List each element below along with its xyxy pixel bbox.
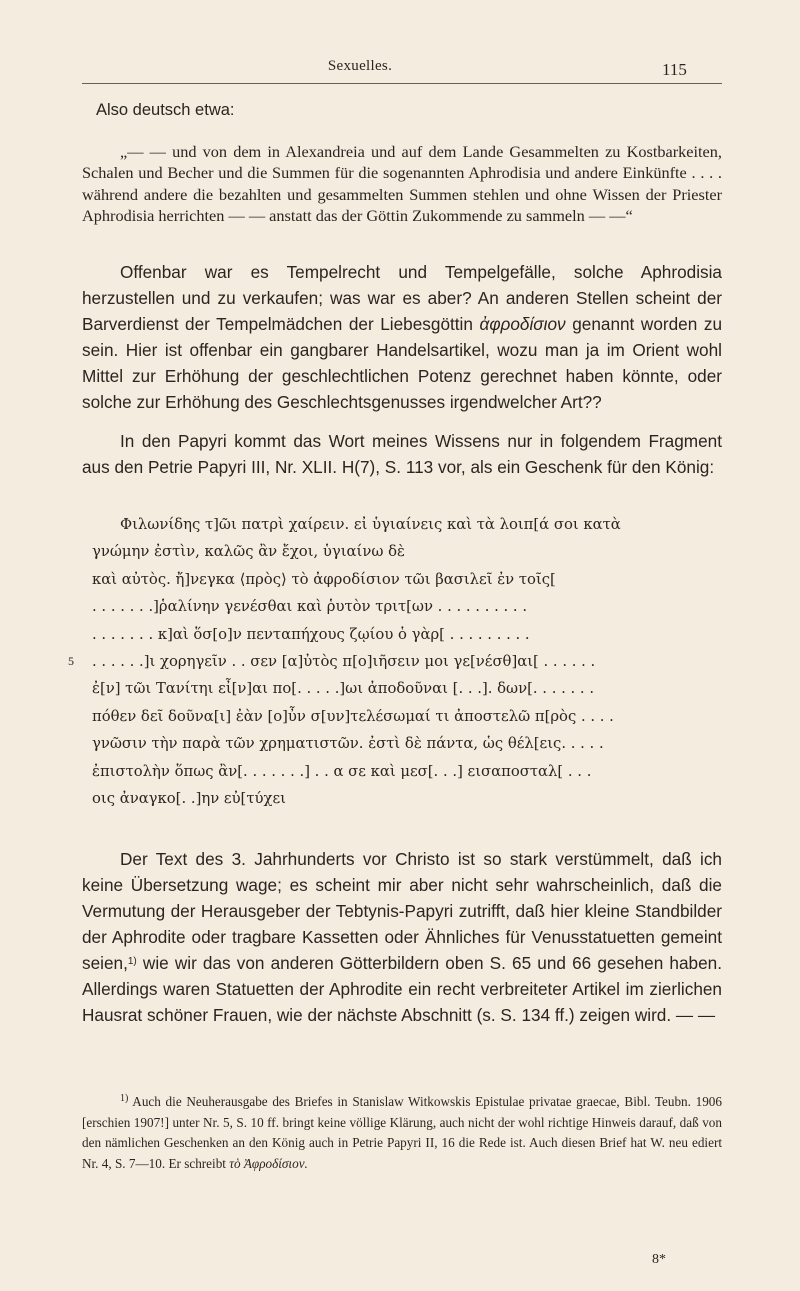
paragraph-2-text: In den Papyri kommt das Wort meines Wissens nur in folgendem Fragment aus den Petrie Papyri III, Nr. XLII. H(7), S. 113 vor, als ein Geschenk für den König: — [82, 431, 722, 477]
greek-term: ἀφροδίσιον — [479, 314, 566, 334]
header-rule — [82, 83, 722, 84]
greek-line: Φιλωνίδης τ]ῶι πατρὶ χαίρειν. εἰ ὑγιαίνεις καὶ τὰ λοιπ[ά σοι κατὰ — [120, 516, 621, 533]
paragraph-1-text-a: Offenbar war es Tempelrecht und Tempelgefälle, solche Aphrodisia herzustellen und zu verkaufen; was war es aber? An anderen Stellen scheint der Barverdienst der Tempelmädchen der Liebesgöttin — [82, 262, 722, 334]
greek-papyrus-text — [68, 511, 722, 812]
paragraph-1-text-b: genannt worden zu sein. Hier ist offenbar ein gangbarer Handelsartikel, wozu man ja im Orient wohl Mittel zur Erhöhung der geschlechtlichen Potenz gerechnet haben könnte, oder solche zur Erhöhung des Geschlechtsgenusses irgendwelcher Art?? — [82, 314, 722, 412]
greek-line: . . . . . . .]ῥαλίνην γενέσθαι καὶ ῥυτὸν τριτ[ων . . . . . . . . . . — [92, 598, 528, 616]
greek-line: πόθεν δεῖ δοῦνα[ι] ἐὰν [ο]ὖν σ[υν]τελέσωμαί τι ἀποστελῶ π[ρὸς . . . . — [92, 707, 614, 725]
footnote-greek: τὸ Ἀφροδίσιον. — [229, 1155, 308, 1171]
paragraph-3-text-a: Der Text des 3. Jahrhunderts vor Christo ist so stark verstümmelt, daß ich keine Übersetzung wage; es scheint mir aber nicht sehr wahrscheinlich, daß die Vermutung der Herausgeber der Tebtynis-Papyri zutrifft, daß hier kleine Standbilder der Aphrodite oder tragbare Kassetten oder Ähnliches für Venusstatuetten gemeint seien, — [82, 849, 722, 973]
greek-line: γνώμην ἐστὶν, καλῶς ἂν ἔχοι, ὑγιαίνω δὲ — [92, 543, 405, 561]
line-number: 5 — [68, 654, 74, 669]
greek-line: ἐ[ν] τῶι Τανίτηι εἶ[ν]αι πο[. . . . .]ωι ἀποδοῦναι [. . .]. δων[. . . . . . . — [92, 680, 595, 698]
greek-line: 5 . . . . . .]ι χορηγεῖν . . σεν [α]ὐτὸς π[ο]ιῆσειν μοι γε[νέσθ]αι[ . . . . . . — [82, 648, 722, 675]
greek-line: . . . . . . . κ]αὶ ὅσ[ο]ν πενταπήχους ζῳίου ὁ γὰρ[ . . . . . . . . . — [92, 625, 530, 643]
footnote-mark: 1) — [120, 1093, 129, 1104]
paragraph-1 — [82, 259, 722, 415]
greek-line: γνῶσιν τὴν παρὰ τῶν χρηματιστῶν. ἐστὶ δὲ πάντα, ὡς θέλ[εις. . . . . — [92, 735, 604, 753]
paragraph-3 — [82, 846, 722, 1028]
intro-line: Also deutsch etwa: — [96, 101, 235, 119]
greek-line: καὶ αὐτὸς. ἤ]νεγκα ⟨πρὸς⟩ τὸ ἀφροδίσιον τῶι βασιλεῖ ἐν τοῖς[ — [92, 570, 556, 588]
footnote-text: Auch die Neuherausgabe des Briefes in Stanislaw Witkowskis Epistulae privatae graecae, Bibl. Teubn. 1906 [erschien 1907!] unter Nr. 5, S. 10 ff. bringt keine völlige Klärung, auch nicht der wohl richtige Hinweis darauf, daß von den nämlichen Geschenken an den König auch in Petrie Papyri II, 16 die Rede ist. Auch diesen Brief hat W. neu ediert Nr. 4, S. 7—10. Er schreibt — [82, 1094, 722, 1171]
quote-section — [82, 100, 722, 227]
translated-quote: „— — und von dem in Alexandreia und auf dem Lande Gesammelten zu Kostbarkeiten, Schalen und Becher und die Summen für die sogenannten Aphrodisia und andere Einkünfte . . . . während andere die bezahlten und gesammelten Summen stehlen und ohne Wissen der Priester Aphrodisia herrichten — — anstatt das der Göttin Zukommende zu sammeln — —“ — [82, 141, 722, 226]
running-header-title: Sexuelles. — [327, 58, 393, 74]
footnote-reference: 1) — [127, 956, 137, 967]
signature-mark: 8* — [652, 1252, 666, 1267]
paragraph-3-text-b: wie wir das von anderen Götterbildern oben S. 65 und 66 gesehen haben. Allerdings waren Statuetten der Aphrodite ein recht verbreiteter Artikel im zierlichen Hausrat schöner Frauen, wie der nächste Abschnitt (s. S. 134 ff.) zeigen wird. — — — [82, 953, 722, 1025]
paragraph-2 — [82, 428, 722, 480]
page-number: 115 — [662, 60, 687, 79]
greek-line: ἐπιστολὴν ὅπως ἂν[. . . . . . .] . . α σε καὶ μεσ[. . .] εισαποσταλ[ . . . — [92, 762, 592, 780]
footnote — [82, 1092, 722, 1174]
greek-line: οις ἀναγκο[. .]ην εὐ[τύχει — [92, 790, 286, 808]
